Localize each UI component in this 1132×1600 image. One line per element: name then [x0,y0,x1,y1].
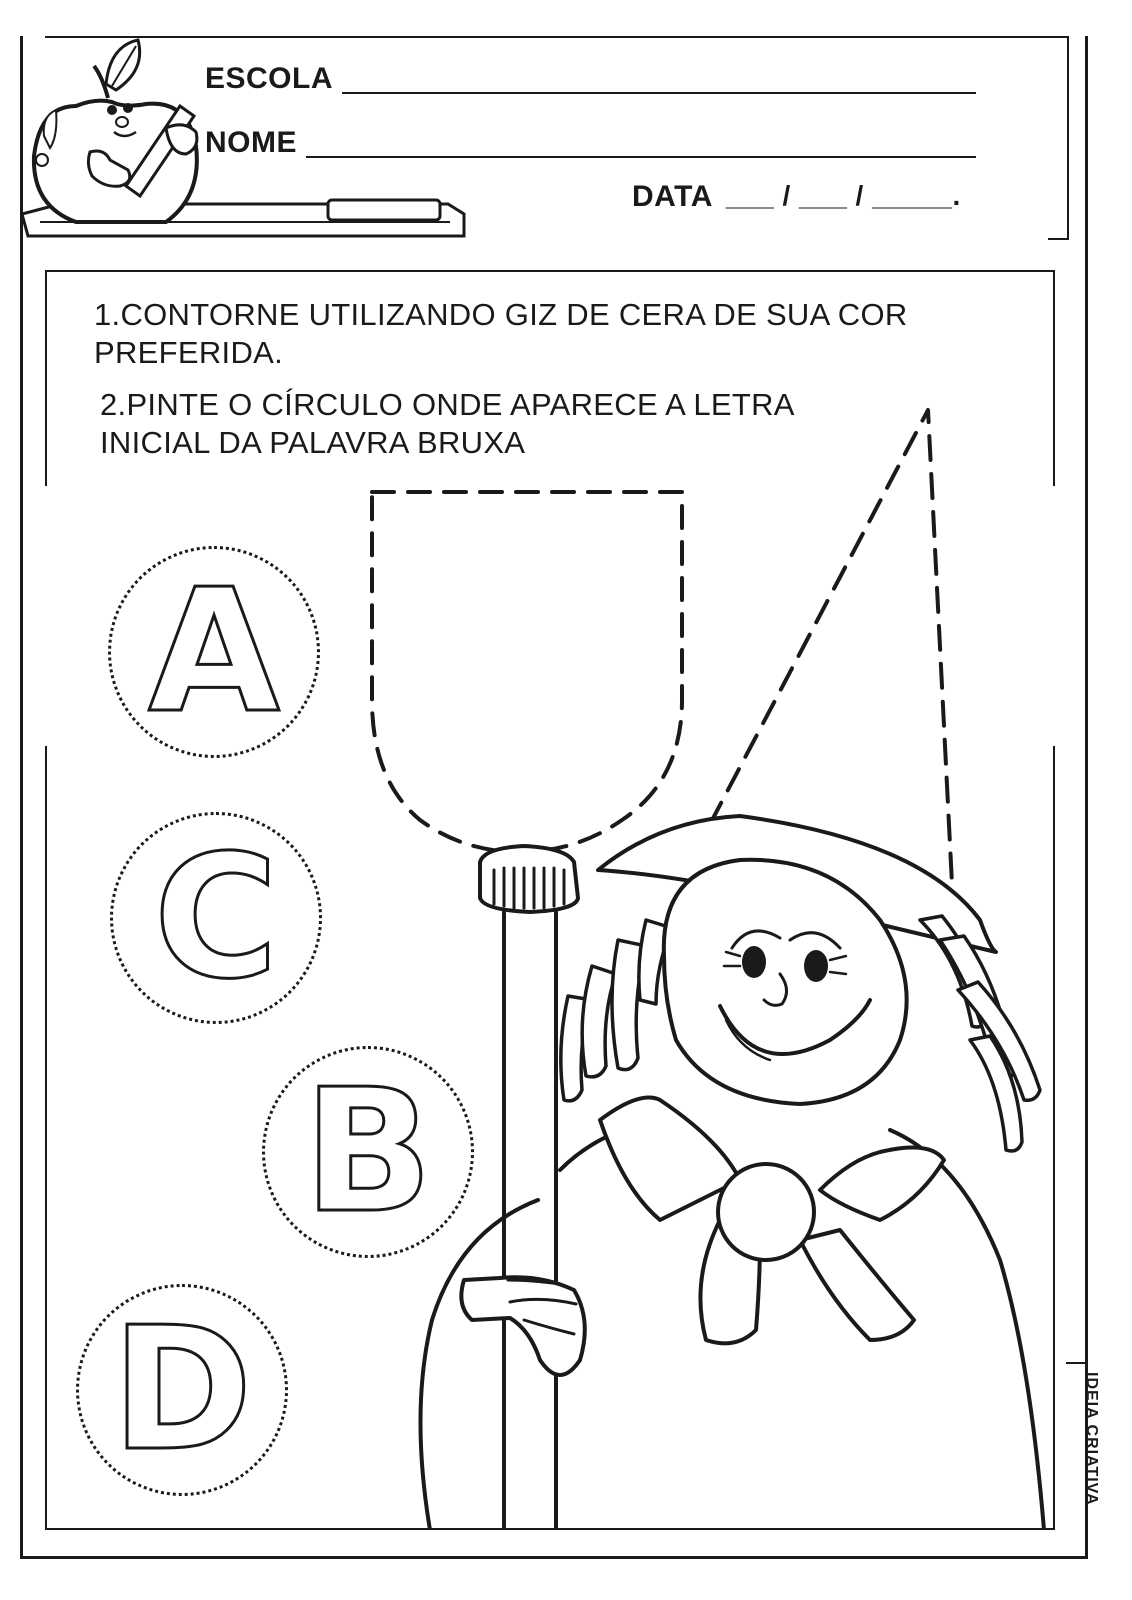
page-frame-bottom [20,1556,1088,1559]
activity-right-border [1053,746,1055,1530]
credit-divider [1066,1362,1088,1364]
letter-d: D [111,1291,253,1489]
credit-text: IDEIA CRIATIVA [1083,1372,1100,1506]
header-right-border [1067,36,1069,240]
hat-cone-trace [710,410,952,884]
instructions-left-border [45,270,47,486]
instructions-right-border [1053,270,1055,486]
date-field[interactable]: ___ / ___ / _____. [726,180,961,211]
instruction-1-line-1: 1.CONTORNE UTILIZANDO GIZ DE CERA DE SUA COR [94,297,908,332]
witch-illustration [360,400,1050,1530]
header-right-cap [1048,238,1069,240]
instructions-top-border [45,270,1055,272]
letter-b: B [303,1053,433,1251]
letter-c: C [153,819,279,1017]
letter-a: A [148,553,280,751]
name-field[interactable] [306,156,976,158]
school-field[interactable] [342,92,976,94]
instruction-2-line-1: 2.PINTE O CÍRCULO ONDE APARECE A LETRA [100,387,795,422]
instruction-1-line-2: PREFERIDA. [94,335,284,370]
date-label: DATA [632,180,713,213]
name-label: NOME [205,126,297,159]
activity-left-border [45,746,47,1530]
instruction-2-line-2: INICIAL DA PALAVRA BRUXA [100,425,526,460]
page-frame-right [1085,36,1088,1558]
school-label: ESCOLA [205,62,334,95]
page-frame-left [20,36,23,1558]
broom-head-trace [372,492,682,852]
